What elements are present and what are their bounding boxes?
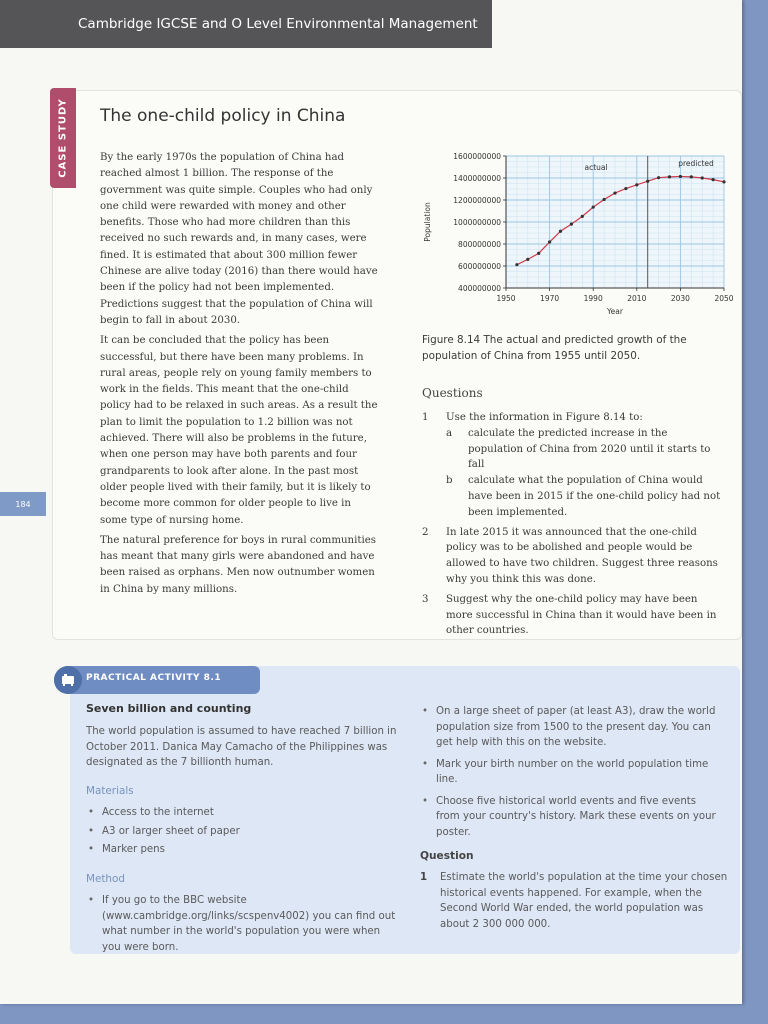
population-chart [418, 148, 736, 328]
activity-title: Seven billion and counting [86, 702, 252, 715]
data-point [526, 258, 529, 261]
x-tick-label: 1990 [583, 294, 603, 303]
question-item [422, 410, 722, 521]
data-point [668, 175, 671, 178]
method-list [86, 893, 396, 958]
practical-activity-label: PRACTICAL ACTIVITY 8.1 [86, 673, 222, 683]
data-point [635, 183, 638, 186]
page-number-tab [0, 492, 46, 516]
data-point [603, 198, 606, 201]
activity-question-number: 1 [420, 872, 428, 883]
questions-heading: Questions [422, 386, 483, 400]
question-number: 2 [422, 526, 429, 538]
materials-item: • A3 or larger sheet of paper [86, 824, 386, 840]
case-study-title: The one-child policy in China [100, 106, 346, 126]
case-paragraph: The natural preference for boys in rural communities has meant that many girls were abandoned and have been raised as orphans. Men now outnumber women in China by many millions. [100, 534, 376, 595]
x-axis-label: Year [607, 307, 623, 316]
data-point [624, 187, 627, 190]
case-paragraph: By the early 1970s the population of China had reached almost 1 billion. The response of the government was quite simple. Couples who had only one child were rewarded with money and other benefits. Those who had more children than this received no such rewards and, in many cases, were fined. It is estimated that about 300 million fewer Chinese are alive today (2016) than there would have been if the policy had not been implemented. Predictions suggest that the population of China will begin to fall in about 2030. [100, 152, 378, 326]
data-point [679, 175, 682, 178]
materials-item: • Marker pens [86, 842, 386, 858]
running-header [0, 0, 492, 48]
x-tick-label: 2050 [714, 294, 734, 303]
activity-question-heading: Question [420, 850, 474, 862]
sub-question [446, 473, 722, 520]
scan-edge-right [742, 0, 768, 1024]
data-point [722, 180, 725, 183]
annotation-actual: actual [584, 163, 608, 172]
data-point [646, 180, 649, 183]
sub-question-label: a [446, 427, 453, 439]
method-heading: Method [86, 873, 125, 885]
case-study-tab-label: CASE STUDY [57, 98, 69, 178]
method-item: • Mark your birth number on the world population time line. [420, 757, 720, 788]
sub-question [446, 426, 722, 473]
question-item [422, 592, 722, 639]
sub-question-label: b [446, 475, 453, 487]
y-tick-label: 1600000000 [453, 152, 501, 161]
method-list-continued [420, 704, 720, 846]
sub-question-text: calculate what the population of China would have been in 2015 if the one-child policy had not been implemented. [468, 475, 721, 518]
question-item [422, 525, 722, 588]
data-point [712, 178, 715, 181]
data-point [548, 240, 551, 243]
y-tick-label: 1400000000 [453, 174, 501, 183]
question-text: Use the information in Figure 8.14 to: [446, 412, 643, 423]
scan-edge-bottom [0, 1004, 768, 1024]
page-number: 184 [15, 499, 31, 509]
population-chart-svg [418, 148, 736, 328]
annotation-predicted: predicted [678, 159, 714, 168]
data-point [657, 176, 660, 179]
y-tick-label: 800000000 [458, 240, 501, 249]
method-item: • If you go to the BBC website (www.cambridge.org/links/scspenv4002) you can find out what number in the world's population you were when you were born. [86, 893, 396, 955]
y-tick-label: 600000000 [458, 262, 501, 271]
method-item: • On a large sheet of paper (at least A3), draw the world population size from 1500 to the present day. You can get help with this on the website. [420, 704, 720, 751]
figure-caption: Figure 8.14 The actual and predicted growth of the population of China from 1955 until 2050. [422, 334, 687, 362]
desk-lamp-glyph [60, 672, 76, 688]
sub-question-text: calculate the predicted increase in the population of China from 2020 until it starts to fall [468, 427, 711, 471]
y-tick-label: 1000000000 [453, 218, 501, 227]
data-point [613, 191, 616, 194]
data-point [537, 252, 540, 255]
y-tick-label: 400000000 [458, 284, 501, 293]
materials-item: • Access to the internet [86, 805, 386, 821]
activity-question-text: Estimate the world's population at the time your chosen historical events happened. For example, when the Second World War ended, the world population was about 2 300 000 000. [440, 872, 728, 930]
activity-question [420, 870, 730, 932]
question-number: 1 [422, 412, 429, 423]
question-text: Suggest why the one-child policy may have been more successful in China than it would have been in other countries. [446, 593, 717, 637]
desk-lamp-icon [54, 666, 82, 694]
question-number: 3 [422, 593, 429, 605]
method-item: • Choose five historical world events and five events from your country's history. Mark these events on your poster. [420, 794, 720, 841]
case-study-tab [50, 88, 76, 188]
y-tick-label: 1200000000 [453, 196, 501, 205]
y-axis-label: Population [423, 202, 432, 242]
running-header-title: Cambridge IGCSE and O Level Environmental Management [78, 16, 478, 32]
case-study-body [100, 150, 380, 602]
data-point [690, 175, 693, 178]
data-point [701, 176, 704, 179]
data-point [515, 263, 518, 266]
activity-intro: The world population is assumed to have reached 7 billion in October 2011. Danica May Camacho of the Philippines was designated as the 7 billionth human. [86, 726, 397, 768]
x-tick-label: 2010 [627, 294, 647, 303]
case-paragraph: It can be concluded that the policy has been successful, but there have been many problems. In rural areas, people rely on young family members to work in the fields. This meant that the one-child policy had to be relaxed in such areas. As a result the plan to limit the population to 1.2 billion was not achieved. There will also be problems in the future, when one person may have both parents and four grandparents to look after alone. In the past most older people lived with their family, but it is likely to become more common for older people to live in some type of nursing home. [100, 335, 378, 526]
questions-list [422, 410, 722, 643]
x-tick-label: 1970 [540, 294, 560, 303]
x-tick-label: 1950 [496, 294, 516, 303]
data-point [559, 230, 562, 233]
materials-heading: Materials [86, 785, 134, 797]
data-point [592, 206, 595, 209]
data-point [570, 222, 573, 225]
question-text: In late 2015 it was announced that the one-child policy was to be abolished and people would be allowed to have two children. Suggest three reasons why you think this was done. [446, 526, 718, 585]
data-point [581, 215, 584, 218]
materials-list [86, 805, 386, 861]
x-tick-label: 2030 [670, 294, 690, 303]
